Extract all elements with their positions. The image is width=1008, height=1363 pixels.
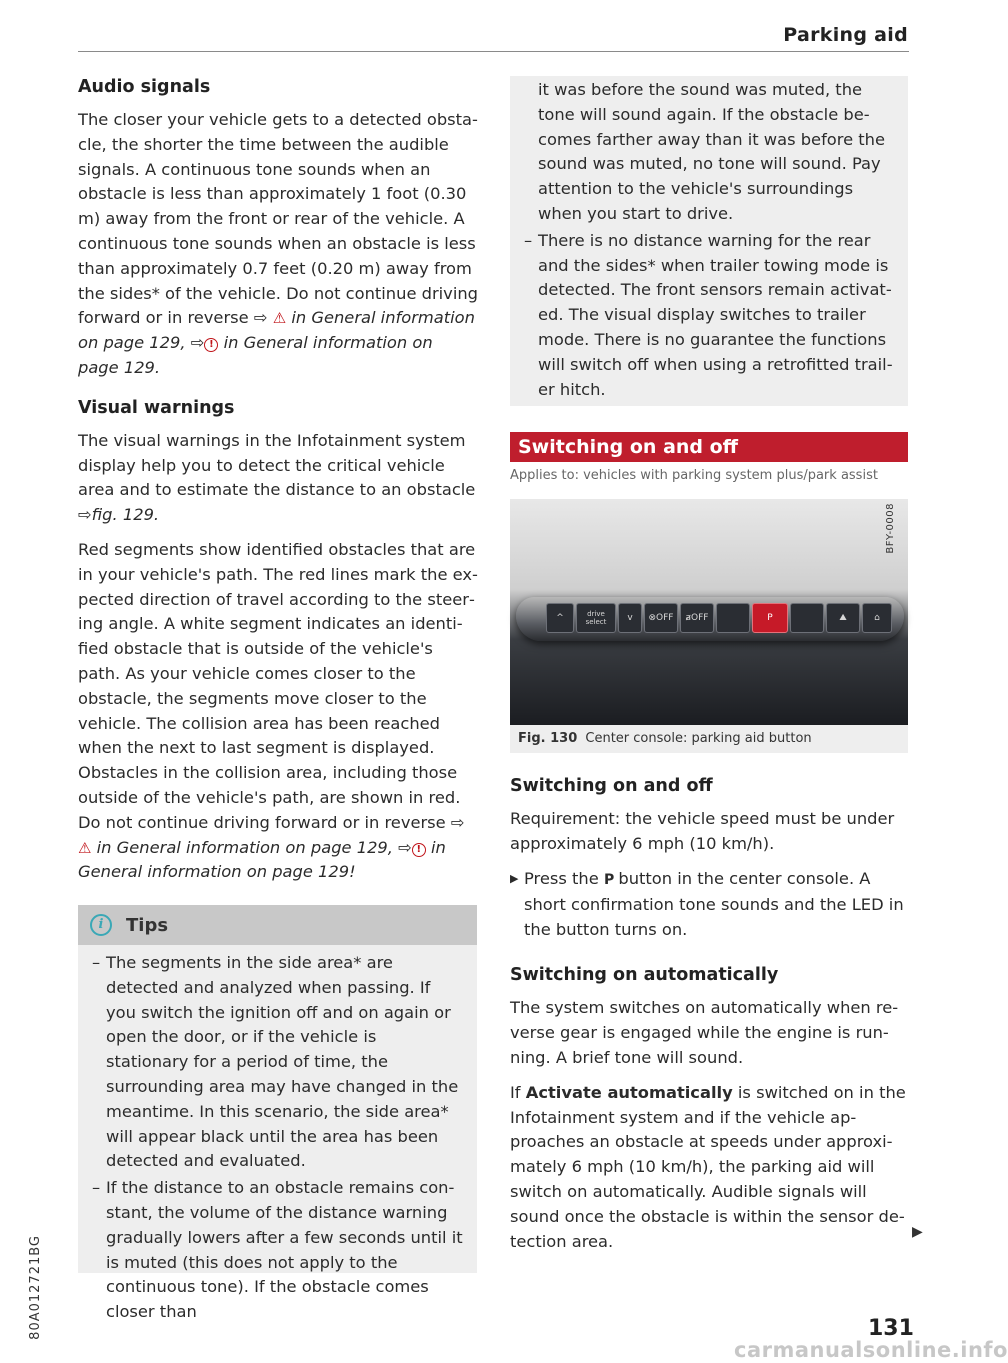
ref-arrow-icon: ⇨ [450,812,465,832]
hill-descent-icon: ⛰ [826,603,860,633]
tips-item: – The segments in the side area* are detected and analyzed when passing. If you switch the ignition off and on again or open the door, or if the vehicle is stationary for a period of time, the surrounding area may have changed in the meantime. In this scenario, the side area* will appear black until the area has been detected and evaluated. [92,951,463,1174]
tips-item: – If the distance to an obstacle remains constant, the volume of the distance warning gradually lowers after a few seconds until it is muted (this does not apply to the continuous tone). If the obstacle comes closer than [92,1176,463,1325]
visual-ref-warning-link[interactable]: in General information on page 129, [96,837,393,857]
section-title-bar: Switching on and off [510,432,908,462]
visual-warnings-heading: Visual warnings [78,397,235,418]
caution-note-icon: ! [412,843,426,857]
start-stop-off-key: ⱥOFF [680,603,714,633]
tips-continued-text: it was before the sound was muted, the tone will sound again. If the obstacle becomes farther away than it was before the sound was muted, no tone will sound. Pay attention to the vehicle's surroundings when you start to drive. [538,80,886,223]
figure-130-image [510,499,908,725]
auto-paragraph-2 [510,1081,908,1255]
visual-warnings-paragraph-1 [78,429,478,528]
auto-text-post: is switched on in the Infotainment system and if the vehicle approaches an obstacle at speeds under approximately 6 mph (10 km/h), the parking aid will switch on automatically. Audible signals will sound once the obstacle is within the sensor detection area. [510,1082,906,1251]
blank-key [716,603,750,633]
page-header-title: Parking aid [783,24,908,46]
figure-caption-text: Center console: parking aid button [585,731,812,747]
tips-item: – There is no distance warning for the rear and the sides* when trailer towing mode is detected. The front sensors remain activated. The visual display switches to trailer mode. There is no guarantee the functions will switch off when using a retrofitted trailer hitch. [524,229,894,403]
continue-arrow-icon: ▶ [912,1224,923,1240]
warning-triangle-icon: ⚠ [78,838,92,857]
tips-header [78,905,477,945]
tips-list [78,945,477,1325]
parking-aid-icon: P [603,871,614,888]
ref-arrow-icon: ⇨ [398,837,412,857]
chevron-up-icon: ^ [546,603,574,633]
figure-caption [510,725,908,753]
audio-signals-text: The closer your vehicle gets to a detected obstacle, the shorter the time between the audible signals. A continuous tone sounds when an obstacle is less than approximately 1 foot (0.30 m) away from the front or rear of the vehicle. A continuous tone sounds when an obstacle is less than approximately 0.7 feet (0.20 m) away from the sides* of the vehicle. Do not continue driving forward or in reverse [78,110,478,328]
switching-on-off-heading: Switching on and off [510,776,713,797]
applies-to-note: Applies to: vehicles with parking system plus/park assist [510,468,878,484]
header-rule [78,51,909,52]
blank-key [790,603,824,633]
ref-arrow-icon: ⇨ [78,505,92,525]
info-icon: i [90,914,112,936]
page-number: 131 [868,1316,914,1341]
switching-auto-heading: Switching on automatically [510,965,779,986]
right-column [510,76,908,1264]
caution-note-icon: ! [204,338,218,352]
lock-icon: ⌂ [862,603,892,633]
document-code: 80A012721BG [28,1235,43,1340]
chevron-down-icon: v [618,603,642,633]
center-console-image [516,597,904,641]
visual-ref-note-link[interactable]: in General information on page 129! [78,837,446,882]
requirement-text: Requirement: the vehicle speed must be under approximately 6 mph (10 km/h). [510,809,895,854]
parking-aid-key: P [752,603,788,633]
visual-warnings-text-2: Red segments show identified obstacles that are in your vehicle's path. The red lines mark the expected direction of travel according to the steering angle. A white segment indicates an identified obstacle that is outside of the vehicle's path. As your vehicle comes closer to the obstacle, the segments move closer to the vehicle. The collision area has been reached when the next to last segment is displayed. Obstacles in the collision area, including those outside of the vehicle's path, are shown in red. Do not continue driving forward or in reverse [78,539,478,832]
tips-continued-list [524,229,894,403]
visual-warnings-paragraph-2 [78,538,478,885]
auto-paragraph-1: The system switches on automatically when reverse gear is engaged while the engine is running. A brief tone will sound. [510,998,899,1067]
auto-text-pre: If [510,1082,521,1102]
step-text-pre: Press the [524,868,599,888]
tips-continued-box [510,76,908,406]
audio-ref-note-link[interactable]: in General information on page 129. [78,333,433,377]
fig-129-link[interactable]: fig. 129. [91,505,160,525]
tips-box [78,905,477,1322]
tips-label: Tips [126,914,169,936]
instruction-step [510,867,908,942]
ref-arrow-icon: ⇨ [190,333,205,353]
ref-arrow-icon: ⇨ [253,308,268,328]
figure-code: BFY-0008 [885,503,897,554]
audio-signals-heading: Audio signals [78,77,211,97]
esc-off-key: ⊗OFF [644,603,678,633]
step-triangle-icon: ▶ [510,871,519,885]
left-column [78,74,478,895]
watermark: carmanualsonline.info [734,1338,1008,1362]
figure-number: Fig. 130 [518,731,578,747]
step-text-post: button in the center console. A short confirmation tone sounds and the LED in the button turns on. [524,868,904,939]
warning-triangle-icon: ⚠ [272,309,287,328]
drive-select-key: drive select [576,603,616,633]
activate-automatically-label: Activate automatically [525,1082,733,1102]
audio-signals-paragraph [78,108,478,381]
visual-warnings-text-1: The visual warnings in the Infotainment system display help you to detect the critical vehicle area and to estimate the distance to an obstacle [78,430,476,500]
audio-ref-warning-link[interactable]: in General information on page 129, [78,308,475,353]
